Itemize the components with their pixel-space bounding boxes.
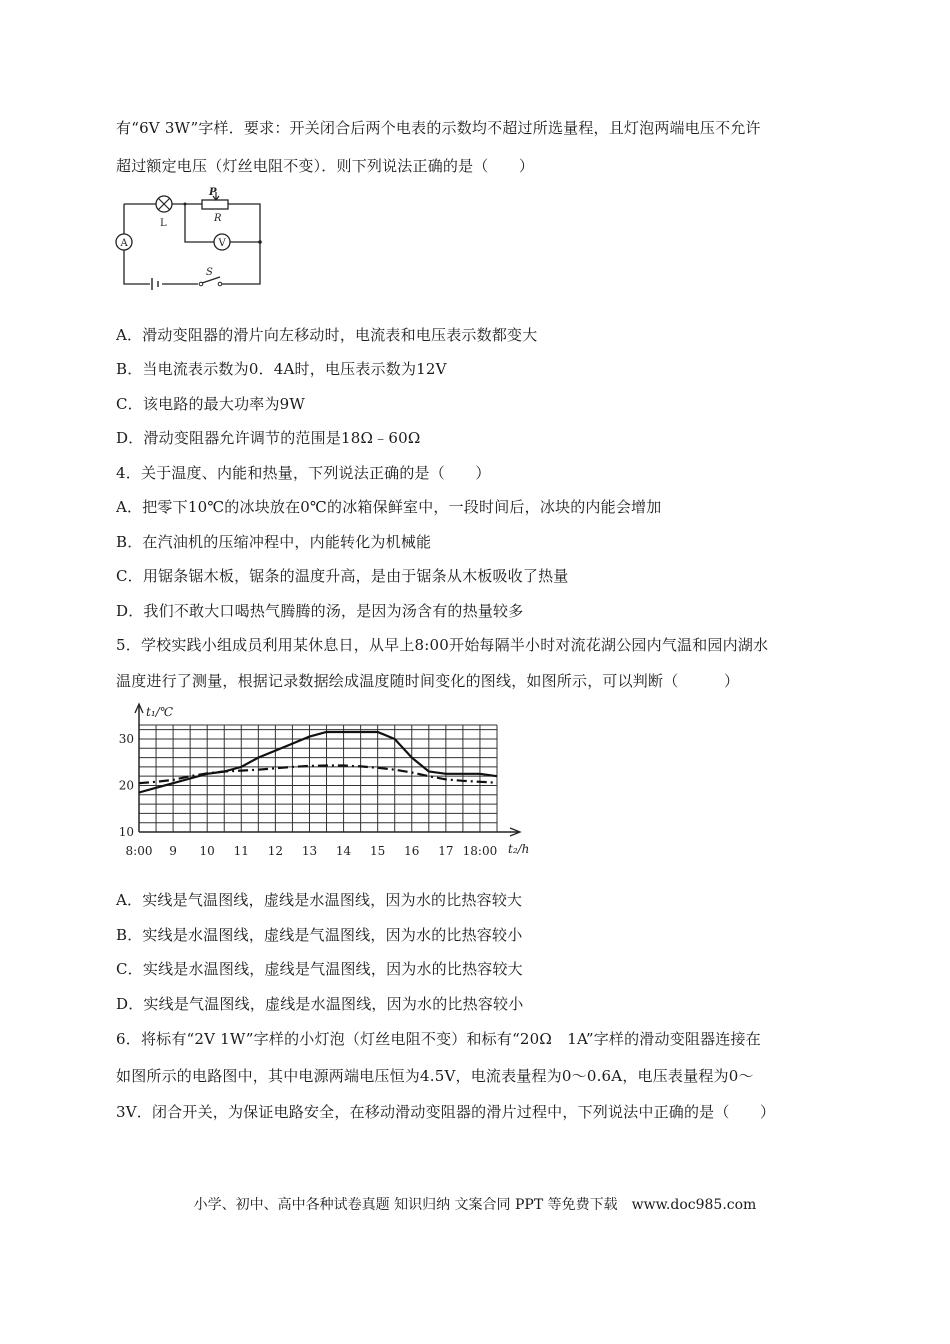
x-tick-label: 13: [301, 844, 318, 858]
lamp-symbol: [156, 196, 172, 212]
q3-option-d: D．滑动变阻器允许调节的范围是18Ω﹣60Ω: [116, 429, 421, 447]
slider-label: P: [209, 187, 217, 198]
lamp-label: L: [160, 218, 167, 229]
q4-option-a: A．把零下10℃的冰块放在0℃的冰箱保鲜室中，一段时间后，冰块的内能会增加: [116, 498, 662, 516]
voltmeter-label: V: [218, 238, 226, 249]
q4-option-b: B．在汽油机的压缩冲程中，内能转化为机械能: [116, 533, 432, 551]
rheostat-symbol: [202, 200, 228, 209]
y-axis-label: t₁/℃: [146, 705, 174, 719]
q3-option-c: C．该电路的最大功率为9W: [116, 395, 306, 413]
x-tick-label: 14: [335, 844, 352, 858]
rheostat-label: R: [214, 213, 222, 224]
ammeter-label: A: [120, 238, 128, 249]
x-tick-label: 18:00: [462, 844, 498, 858]
q4-stem: 4．关于温度、内能和热量，下列说法正确的是（ ）: [116, 464, 491, 482]
ammeter-symbol: [116, 234, 132, 250]
series-solid-line: [139, 732, 497, 793]
circuit-diagram: [110, 186, 270, 290]
q6-stem-line-3: 3V．闭合开关，为保证电路安全，在移动滑动变阻器的滑片过程中，下列说法中正确的是（ ）: [116, 1103, 776, 1121]
q5-stem-line-1: 5．学校实践小组成员利用某休息日，从早上8:00开始每隔半小时对流花湖公园内气温和园内湖水: [116, 636, 769, 654]
x-tick-label: 8:00: [125, 844, 153, 858]
q5-option-d: D．实线是气温图线，虚线是水温图线，因为水的比热容较小: [116, 995, 524, 1013]
q6-stem-line-1: 6．将标有“2V 1W”字样的小灯泡（灯丝电阻不变）和标有“20Ω 1A”字样的滑动变阻器连接在: [116, 1030, 761, 1048]
q3-stem-line-2: 超过额定电压（灯丝电阻不变）．则下列说法正确的是（ ）: [116, 157, 535, 175]
q5-stem-line-2: 温度进行了测量，根据记录数据绘成温度随时间变化的图线，如图所示，可以判断（ ）: [116, 672, 740, 690]
x-tick-label: 11: [233, 844, 249, 858]
q3-option-b: B．当电流表示数为0．4A时，电压表示数为12V: [116, 360, 447, 378]
voltmeter-symbol: [214, 234, 230, 250]
x-tick-label: 16: [404, 844, 420, 858]
y-tick-label: 10: [118, 825, 134, 839]
q4-option-d: D．我们不敢大口喝热气腾腾的汤，是因为汤含有的热量较多: [116, 602, 524, 620]
x-axis-label: t₂/h: [508, 842, 530, 856]
x-tick-label: 10: [199, 844, 215, 858]
q5-option-c: C．实线是水温图线，虚线是气温图线，因为水的比热容较大: [116, 960, 523, 978]
q6-stem-line-2: 如图所示的电路图中，其中电源两端电压恒为4.5V，电流表量程为0～0.6A，电压表量程为0～: [116, 1067, 754, 1085]
y-tick-label: 20: [118, 778, 134, 793]
page-footer: 小学、初中、高中各种试卷真题 知识归纳 文案合同 PPT 等免费下载 www.doc985.com: [193, 1197, 757, 1213]
y-tick-label: 30: [118, 731, 134, 746]
x-tick-label: 15: [370, 844, 386, 858]
q5-option-b: B．实线是水温图线，虚线是气温图线，因为水的比热容较小: [116, 926, 523, 944]
q3-stem-line-1: 有“6V 3W”字样．要求：开关闭合后两个电表的示数均不超过所选量程，且灯泡两端电压不允许: [116, 119, 761, 137]
temperature-chart: [110, 700, 540, 865]
x-tick-label: 12: [267, 844, 284, 858]
x-tick-label: 9: [169, 844, 177, 858]
q3-option-a: A．滑动变阻器的滑片向左移动时，电流表和电压表示数都变大: [116, 326, 538, 344]
switch-label: S: [206, 267, 213, 278]
q4-option-c: C．用锯条锯木板，锯条的温度升高，是由于锯条从木板吸收了热量: [116, 567, 569, 585]
x-tick-label: 17: [438, 844, 454, 858]
chart-axes: [135, 704, 520, 836]
q5-option-a: A．实线是气温图线，虚线是水温图线，因为水的比热容较大: [116, 891, 523, 909]
battery-symbol: [150, 278, 162, 290]
